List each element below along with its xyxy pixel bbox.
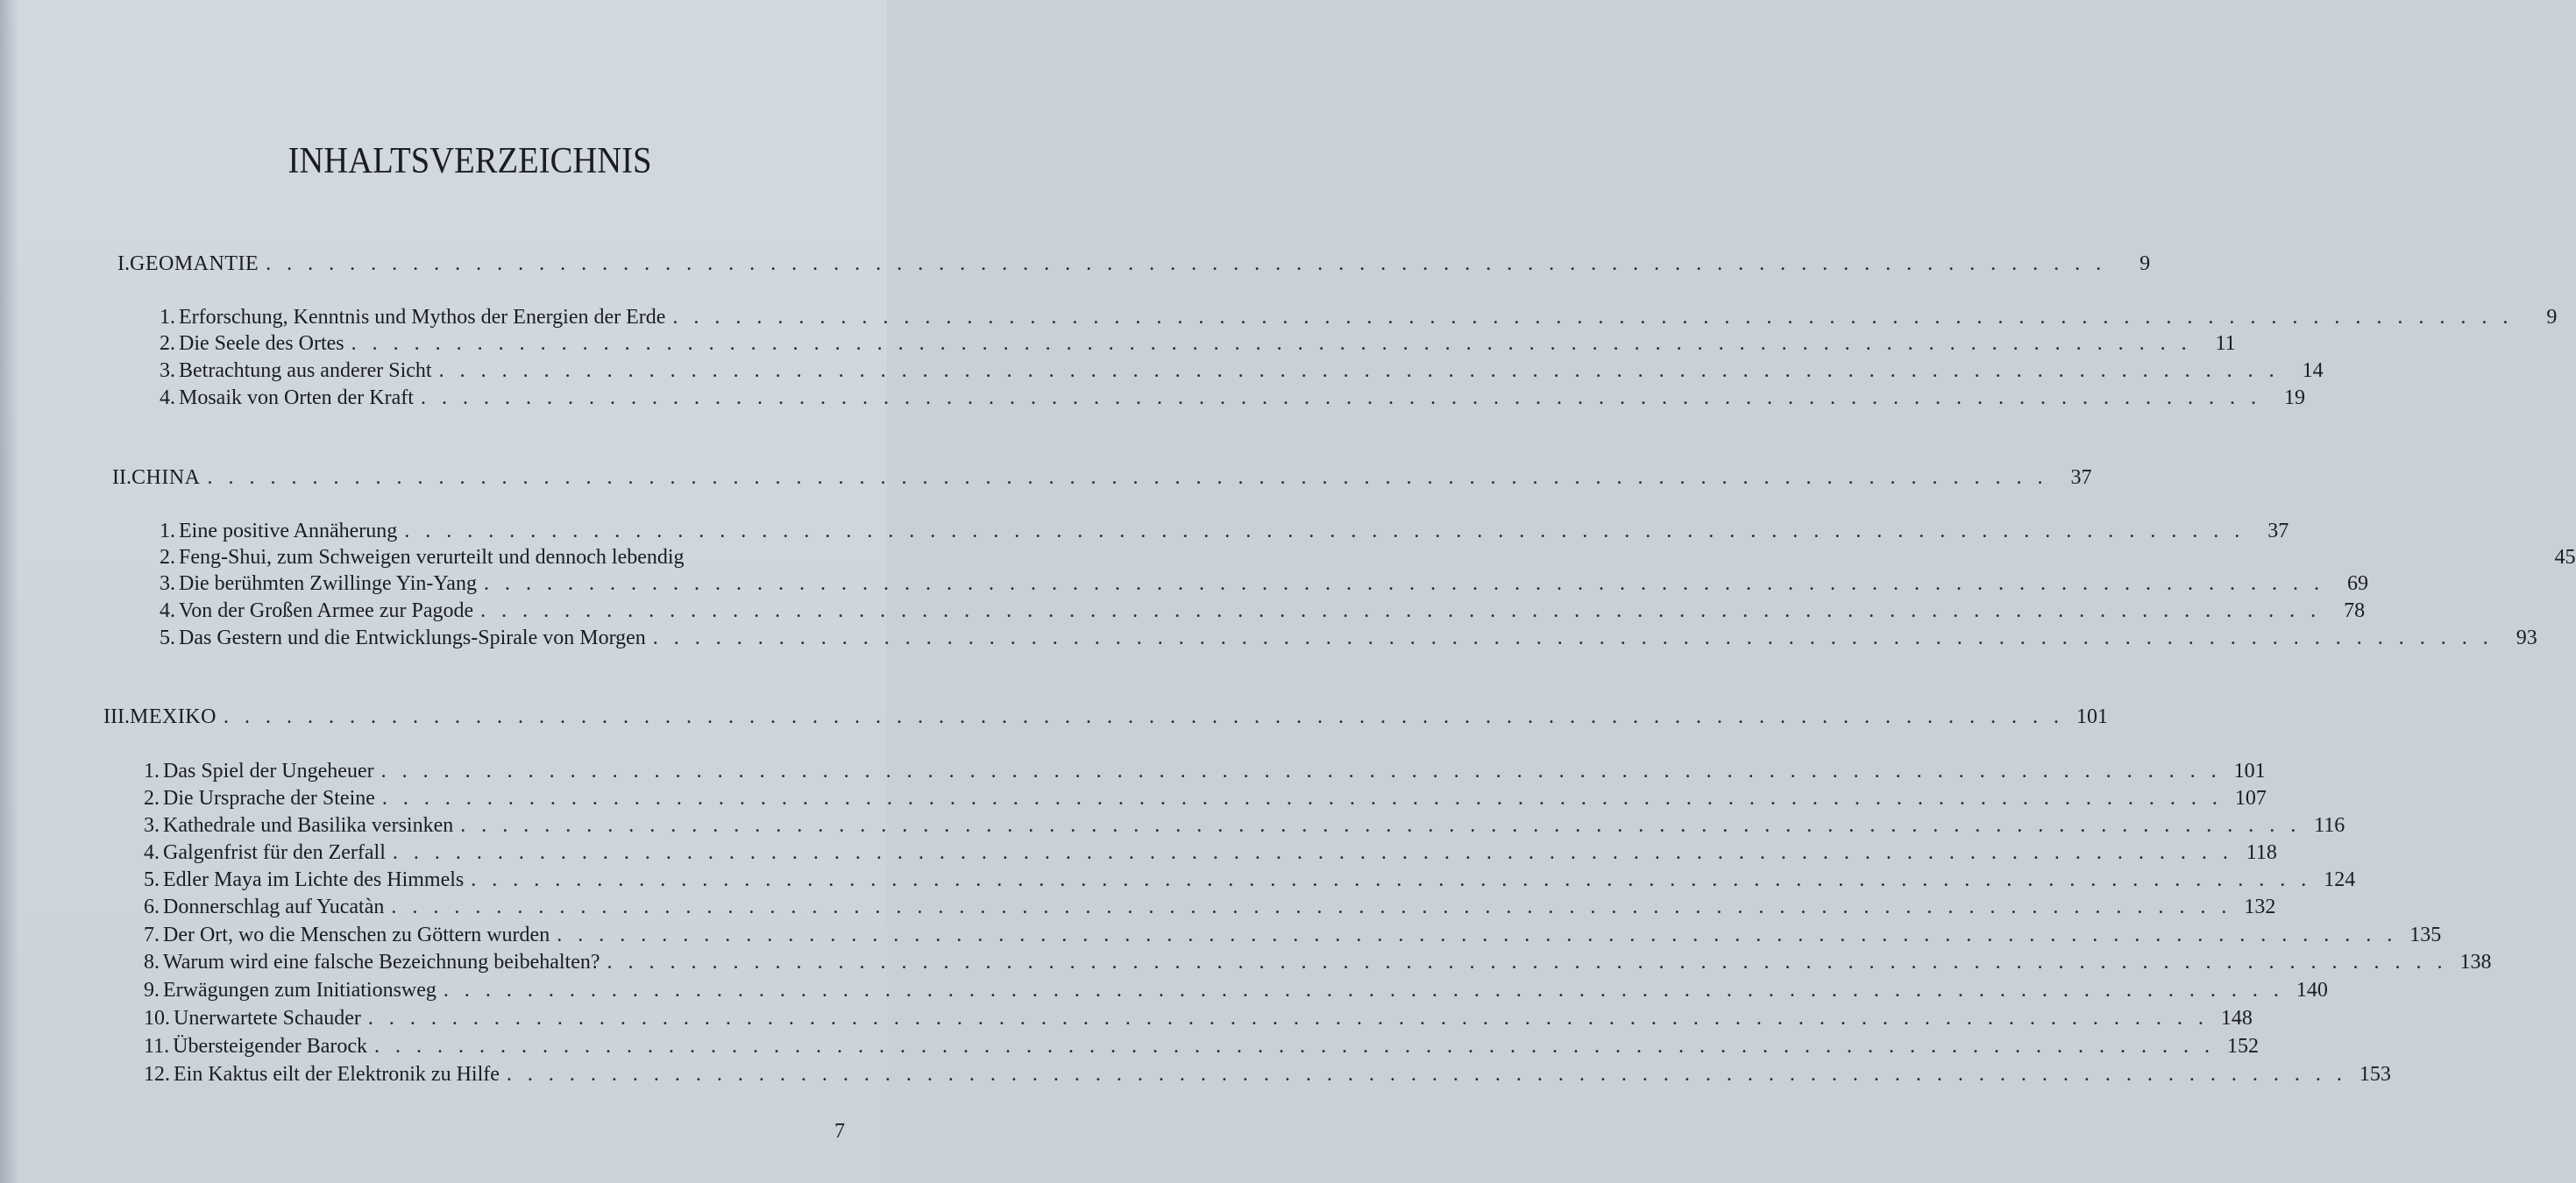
leader-dots: . . . . . . . . . . . . . . . . . . . . . . . . . . . . . . . . . . . . . . . . . . . . . . . . . . . . . . . . . . . . . . . . . . . . . . . . . . . . . . . . . . . . . . . . <box>391 896 2232 918</box>
page-ref: 45 <box>2554 546 2576 569</box>
leader-dots: . . . . . . . . . . . . . . . . . . . . . . . . . . . . . . . . . . . . . . . . . . . . . . . . . . . . . . . . . . . . . . . . . . . . . . . . . . . . . . . . . . . . . . . . <box>480 599 2322 622</box>
page-ref: 14 <box>2302 359 2324 382</box>
page-ref: 152 <box>2227 1035 2260 1058</box>
leader-dots: . . . . . . . . . . . . . . . . . . . . . . . . . . . . . . . . . . . . . . . . . . . . . . . . . . . . . . . . . . . . . . . . . . . . . . . . . . . . . . . . . . . . . . . . <box>381 787 2223 810</box>
entry-title: Kathedrale und Basilika versinken <box>163 814 454 837</box>
entry-number: 1. <box>160 520 175 542</box>
leader-dots: . . . . . . . . . . . . . . . . . . . . . . . . . . . . . . . . . . . . . . . . . . . . . . . . . . . . . . . . . . . . . . . . . . . . . . . . . . . . . . . . . . . . . . . . <box>460 814 2302 837</box>
toc-entry <box>144 1035 2260 1058</box>
page-ref: 19 <box>2283 386 2305 409</box>
toc-entry <box>160 599 2366 622</box>
toc-entry <box>160 359 2324 382</box>
toc-entry <box>160 386 2305 409</box>
entry-number: 1. <box>160 306 175 329</box>
page-ref: 78 <box>2344 599 2366 622</box>
toc-entry <box>144 1007 2253 1030</box>
entry-number: 4. <box>144 841 160 864</box>
entry-number: 3. <box>160 359 175 382</box>
chapter-number: I. <box>117 252 130 275</box>
entry-title: Donnerschlag auf Yucatàn <box>163 896 385 918</box>
entry-title: Von der Großen Armee zur Pagode <box>179 599 474 622</box>
toc-chapter-geomantie <box>117 252 2151 275</box>
entry-title: Die berühmten Zwillinge Yin-Yang <box>179 572 477 595</box>
leader-dots: . . . . . . . . . . . . . . . . . . . . . . . . . . . . . . . . . . . . . . . . . . . . . . . . . . . . . . . . . . . . . . . . . . . . . . . . . . . . . . . . . . . . . . . . <box>607 951 2448 974</box>
leader-dots: . . . . . . . . . . . . . . . . . . . . . . . . . . . . . . . . . . . . . . . . . . . . . . . . . . . . . . . . . . . . . . . . . . . . . . . . . . . . . . . . . . . . . . . . <box>380 760 2222 783</box>
toc-entry <box>144 1063 2391 1086</box>
leader-dots: . . . . . . . . . . . . . . . . . . . . . . . . . . . . . . . . . . . . . . . . . . . . . . . . . . . . . . . . . . . . . . . . . . . . . . . . . . . . . . . . . . . . . . . . <box>223 705 2064 728</box>
toc-entry <box>144 896 2276 918</box>
entry-number: 5. <box>144 868 160 891</box>
entry-number: 8. <box>144 951 160 974</box>
entry-number: 9. <box>144 979 160 1002</box>
toc-entry <box>144 924 2442 946</box>
page-ref: 9 <box>2140 252 2151 275</box>
toc-entry <box>144 868 2356 891</box>
entry-title: Galgenfrist für den Zerfall <box>163 841 386 864</box>
leader-dots: . . . . . . . . . . . . . . . . . . . . . . . . . . . . . . . . . . . . . . . . . . . . . . . . . . . . . . . . . . . . . . . . . . . . . . . . . . . . . . . . . . . . . . . . <box>392 841 2233 864</box>
entry-title: Edler Maya im Lichte des Himmels <box>163 868 465 891</box>
leader-dots: . . . . . . . . . . . . . . . . . . . . . . . . . . . . . . . . . . . . . . . . . . . . . . . . . . . . . . . . . . . . . . . . . . . . . . . . . . . . . . . . . . . . . . . . <box>207 466 2048 489</box>
entry-title: Feng-Shui, zum Schweigen verurteilt und dennoch lebendig <box>179 546 685 569</box>
chapter-number: III. <box>103 705 130 728</box>
entry-title: Das Gestern und die Entwicklungs-Spirale von Morgen <box>179 627 646 649</box>
entry-title: Übersteigender Barock <box>173 1035 368 1058</box>
page-ref: 140 <box>2296 979 2328 1002</box>
entry-title: Die Ursprache der Steine <box>163 787 375 810</box>
toc-chapter-mexiko <box>103 705 2108 728</box>
leader-dots: . . . . . . . . . . . . . . . . . . . . . . . . . . . . . . . . . . . . . . . . . . . . . . . . . . . . . . . . . . . . . . . . . . . . . . . . . . . . . . . . . . . . . . . . <box>438 359 2280 382</box>
leader-dots: . . . . . . . . . . . . . . . . . . . . . . . . . . . . . . . . . . . . . . . . . . . . . . . . . . . . . . . . . . . . . . . . . . . . . . . . . . . . . . . . . . . . . . . . <box>420 386 2261 409</box>
page-ref: 138 <box>2459 951 2492 974</box>
toc-entry <box>144 814 2345 837</box>
toc-entry <box>144 841 2277 864</box>
leader-dots: . . . . . . . . . . . . . . . . . . . . . . . . . . . . . . . . . . . . . . . . . . . . . . . . . . . . . . . . . . . . . . . . . . . . . . . . . . . . . . . . . . . . . . . . <box>471 868 2312 891</box>
chapter-title: MEXIKO <box>129 705 216 728</box>
toc-entry <box>144 979 2328 1002</box>
toc-entry <box>160 572 2368 595</box>
entry-number: 3. <box>160 572 175 595</box>
toc-entry <box>160 306 2558 329</box>
entry-number: 4. <box>160 386 175 409</box>
page-ref: 101 <box>2233 760 2266 783</box>
leader-dots: . . . . . . . . . . . . . . . . . . . . . . . . . . . . . . . . . . . . . . . . . . . . . . . . . . . . . . . . . . . . . . . . . . . . . . . . . . . . . . . . . . . . . . . . <box>443 979 2284 1002</box>
entry-number: 2. <box>160 332 175 355</box>
entry-title: Die Seele des Ortes <box>179 332 344 355</box>
entry-number: 11. <box>144 1035 170 1058</box>
toc-chapter-china <box>112 466 2092 489</box>
page-ref: 101 <box>2076 705 2108 728</box>
entry-number: 2. <box>160 546 175 569</box>
entry-number: 5. <box>160 627 175 649</box>
entry-title: Das Spiel der Ungeheuer <box>163 760 374 783</box>
page-ref: 116 <box>2314 814 2345 837</box>
page-ref: 153 <box>2359 1063 2391 1086</box>
page-edge-shadow <box>0 0 19 1183</box>
entry-number: 7. <box>144 924 160 946</box>
leader-dots: . . . . . . . . . . . . . . . . . . . . . . . . . . . . . . . . . . . . . . . . . . . . . . . . . . . . . . . . . . . . . . . . . . . . . . . . . . . . . . . . . . . . . . . . <box>367 1007 2209 1030</box>
page-ref: 93 <box>2516 627 2537 649</box>
page-ref: 135 <box>2409 924 2442 946</box>
entry-title: Erforschung, Kenntnis und Mythos der Energien der Erde <box>179 306 666 329</box>
leader-dots: . . . . . . . . . . . . . . . . . . . . . . . . . . . . . . . . . . . . . . . . . . . . . . . . . . . . . . . . . . . . . . . . . . . . . . . . . . . . . . . . . . . . . . . . <box>266 252 2107 275</box>
leader-dots: . . . . . . . . . . . . . . . . . . . . . . . . . . . . . . . . . . . . . . . . . . . . . . . . . . . . . . . . . . . . . . . . . . . . . . . . . . . . . . . . . . . . . . . . <box>652 627 2494 649</box>
entry-title: Der Ort, wo die Menschen zu Göttern wurden <box>163 924 550 946</box>
entry-title: Warum wird eine falsche Bezeichnung beibehalten? <box>163 951 600 974</box>
page-ref: 37 <box>2070 466 2092 489</box>
entry-number: 3. <box>144 814 160 837</box>
entry-title: Ein Kaktus eilt der Elektronik zu Hilfe <box>174 1063 500 1086</box>
entry-title: Mosaik von Orten der Kraft <box>179 386 414 409</box>
entry-number: 10. <box>144 1007 170 1030</box>
toc-entry <box>144 760 2266 783</box>
leader-dots: . . . . . . . . . . . . . . . . . . . . . . . . . . . . . . . . . . . . . . . . . . . . . . . . . . . . . . . . . . . . . . . . . . . . . . . . . . . . . . . . . . . . . . . . <box>672 306 2514 329</box>
entry-number: 4. <box>160 599 175 622</box>
page-title: INHALTSVERZEICHNIS <box>287 141 652 181</box>
entry-number: 1. <box>144 760 160 783</box>
page-ref: 148 <box>2220 1007 2253 1030</box>
toc-entry <box>160 546 2576 569</box>
entry-number: 6. <box>144 896 160 918</box>
chapter-title: CHINA <box>131 466 201 489</box>
toc-entry <box>144 951 2492 974</box>
chapter-number: II. <box>112 466 131 489</box>
leader-dots: . . . . . . . . . . . . . . . . . . . . . . . . . . . . . . . . . . . . . . . . . . . . . . . . . . . . . . . . . . . . . . . . . . . . . . . . . . . . . . . . . . . . . . . . <box>374 1035 2216 1058</box>
page-ref: 37 <box>2267 520 2289 542</box>
entry-title: Unerwartete Schauder <box>174 1007 361 1030</box>
page-number: 7 <box>834 1120 845 1143</box>
leader-dots: . . . . . . . . . . . . . . . . . . . . . . . . . . . . . . . . . . . . . . . . . . . . . . . . . . . . . . . . . . . . . . . . . . . . . . . . . . . . . . . . . . . . . . . . <box>557 924 2398 946</box>
chapter-title: GEOMANTIE <box>130 252 259 275</box>
page-ref: 124 <box>2324 868 2356 891</box>
page-ref: 9 <box>2546 306 2558 329</box>
page-ref: 107 <box>2234 787 2267 810</box>
entry-number: 12. <box>144 1063 170 1086</box>
entry-title: Eine positive Annäherung <box>179 520 398 542</box>
page-ref: 118 <box>2246 841 2277 864</box>
leader-dots: . . . . . . . . . . . . . . . . . . . . . . . . . . . . . . . . . . . . . . . . . . . . . . . . . . . . . . . . . . . . . . . . . . . . . . . . . . . . . . . . . . . . . . . . <box>483 572 2324 595</box>
leader-dots: . . . . . . . . . . . . . . . . . . . . . . . . . . . . . . . . . . . . . . . . . . . . . . . . . . . . . . . . . . . . . . . . . . . . . . . . . . . . . . . . . . . . . . . . <box>351 332 2192 355</box>
toc-entry <box>160 520 2289 542</box>
entry-number: 2. <box>144 787 160 810</box>
toc-entry <box>160 332 2236 355</box>
page-ref: 11 <box>2215 332 2236 355</box>
entry-title: Erwägungen zum Initiationsweg <box>163 979 436 1002</box>
toc-entry <box>160 627 2537 649</box>
leader-dots: . . . . . . . . . . . . . . . . . . . . . . . . . . . . . . . . . . . . . . . . . . . . . . . . . . . . . . . . . . . . . . . . . . . . . . . . . . . . . . . . . . . . . . . . <box>404 520 2246 542</box>
page-ref: 132 <box>2244 896 2276 918</box>
leader-dots: . . . . . . . . . . . . . . . . . . . . . . . . . . . . . . . . . . . . . . . . . . . . . . . . . . . . . . . . . . . . . . . . . . . . . . . . . . . . . . . . . . . . . . . . <box>506 1063 2347 1086</box>
page-ref: 69 <box>2346 572 2368 595</box>
toc-entry <box>144 787 2267 810</box>
entry-title: Betrachtung aus anderer Sicht <box>179 359 432 382</box>
